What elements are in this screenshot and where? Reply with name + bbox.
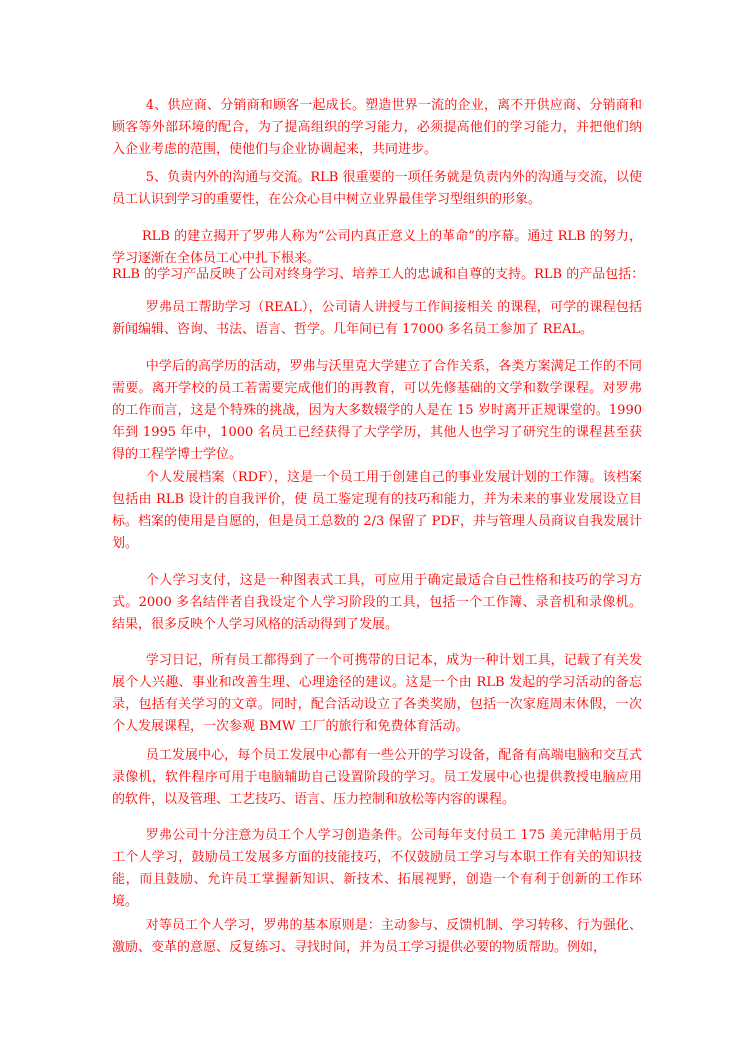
paragraph-rlb-revolution: RLB 的建立揭开了罗弗人称为“公司内真正意义上的革命”的序幕。通过 RLB 的努力，学习逐渐在全体员工心中扎下根来。 bbox=[112, 229, 642, 266]
paragraph-rlb-products: RLB 的学习产品反映了公司对终身学习、培养工人的忠诚和自尊的支持。RLB 的产品包括： bbox=[112, 267, 645, 282]
paragraph-higher-education: 中学后的高学历的活动，罗弗与沃里克大学建立了合作关系，各类方案满足工作的不同需要。离开学校的员工若需要完成他们的再教育，可以先修基础的文学和数学课程。对罗弗的工作而言，这是个特殊的挑战，因为大多数辍学的人是在 15 岁时离开正规课堂的。1990 年到 1995 年中，1000 名员工已经获得了大学学历，其他人也学习了研究生的课程甚至获得的工程学博士学位。 bbox=[112, 359, 642, 462]
paragraph-real: 罗弗员工帮助学习（REAL），公司请人讲授与工作间接相关 的课程，可学的课程包括新闻编辑、咨询、书法、语言、哲学。几年间已有 17000 多名员工参加了 REAL。 bbox=[112, 300, 642, 337]
paragraph-learning-payment: 个人学习支付，这是一种图表式工具，可应用于确定最适合自己性格和技巧的学习方式。2000 多名结伴者自我设定个人学习阶段的工具，包括一个工作簿、录音机和录像机。结果，很多反映个人学习风格的活动得到了发展。 bbox=[112, 573, 642, 632]
paragraph-learning-diary: 学习日记，所有员工都得到了一个可携带的日记本，成为一种计划工具，记载了有关发展个人兴趣、事业和改善生理、心理途径的建议。这是一个由 RLB 发起的学习活动的备忘录，包括有关学习的文章。同时，配合活动设立了各类奖励，包括一次家庭周末休假，一次个人发展课程，一次参观 BMW 工厂的旅行和免费体育活动。 bbox=[112, 653, 642, 734]
paragraph-basic-principles: 对等员工个人学习，罗弗的基本原则是：主动参与、反馈机制、学习转移、行为强化、激励、变革的意愿、反复练习、寻找时间，并为员工学习提供必要的物质帮助。例如， bbox=[112, 918, 642, 955]
paragraph-learning-conditions: 罗弗公司十分注意为员工个人学习创造条件。公司每年支付员工 175 美元津帖用于员工个人学习，鼓励员工发展多方面的技能技巧，不仅鼓励员工学习与本职工作有关的知识技能，而且鼓励、允许员工掌握新知识、新技术、拓展视野，创造一个有利于创新的工作环境。 bbox=[112, 828, 642, 909]
paragraph-communication: 5、负责内外的沟通与交流。RLB 很重要的一项任务就是负责内外的沟通与交流，以使员工认识到学习的重要性，在公众心目中树立业界最佳学习型组织的形象。 bbox=[112, 170, 642, 207]
paragraph-rdf: 个人发展档案（RDF），这是一个员工用于创建自己的事业发展计划的工作簿。该档案包括由 RLB 设计的自我评价，使 员工鉴定现有的技巧和能力，并为未来的事业发展设立目标。档案的使用是自愿的，但是员工总数的 2/3 保留了 PDF，并与管理人员商议自我发展计划。 bbox=[112, 470, 642, 551]
paragraph-suppliers: 4、供应商、分销商和顾客一起成长。塑造世界一流的企业，离不开供应商、分销商和顾客等外部环境的配合，为了提高组织的学习能力，必须提高他们的学习能力，并把他们纳入企业考虑的范围，使他们与企业协调起来，共同进步。 bbox=[112, 98, 642, 157]
paragraph-development-center: 员工发展中心，每个员工发展中心都有一些公开的学习设备，配备有高端电脑和交互式录像机，软件程序可用于电脑辅助自己设置阶段的学习。员工发展中心也提供教授电脑应用的软件，以及管理、工艺技巧、语言、压力控制和放松等内容的课程。 bbox=[112, 748, 642, 807]
